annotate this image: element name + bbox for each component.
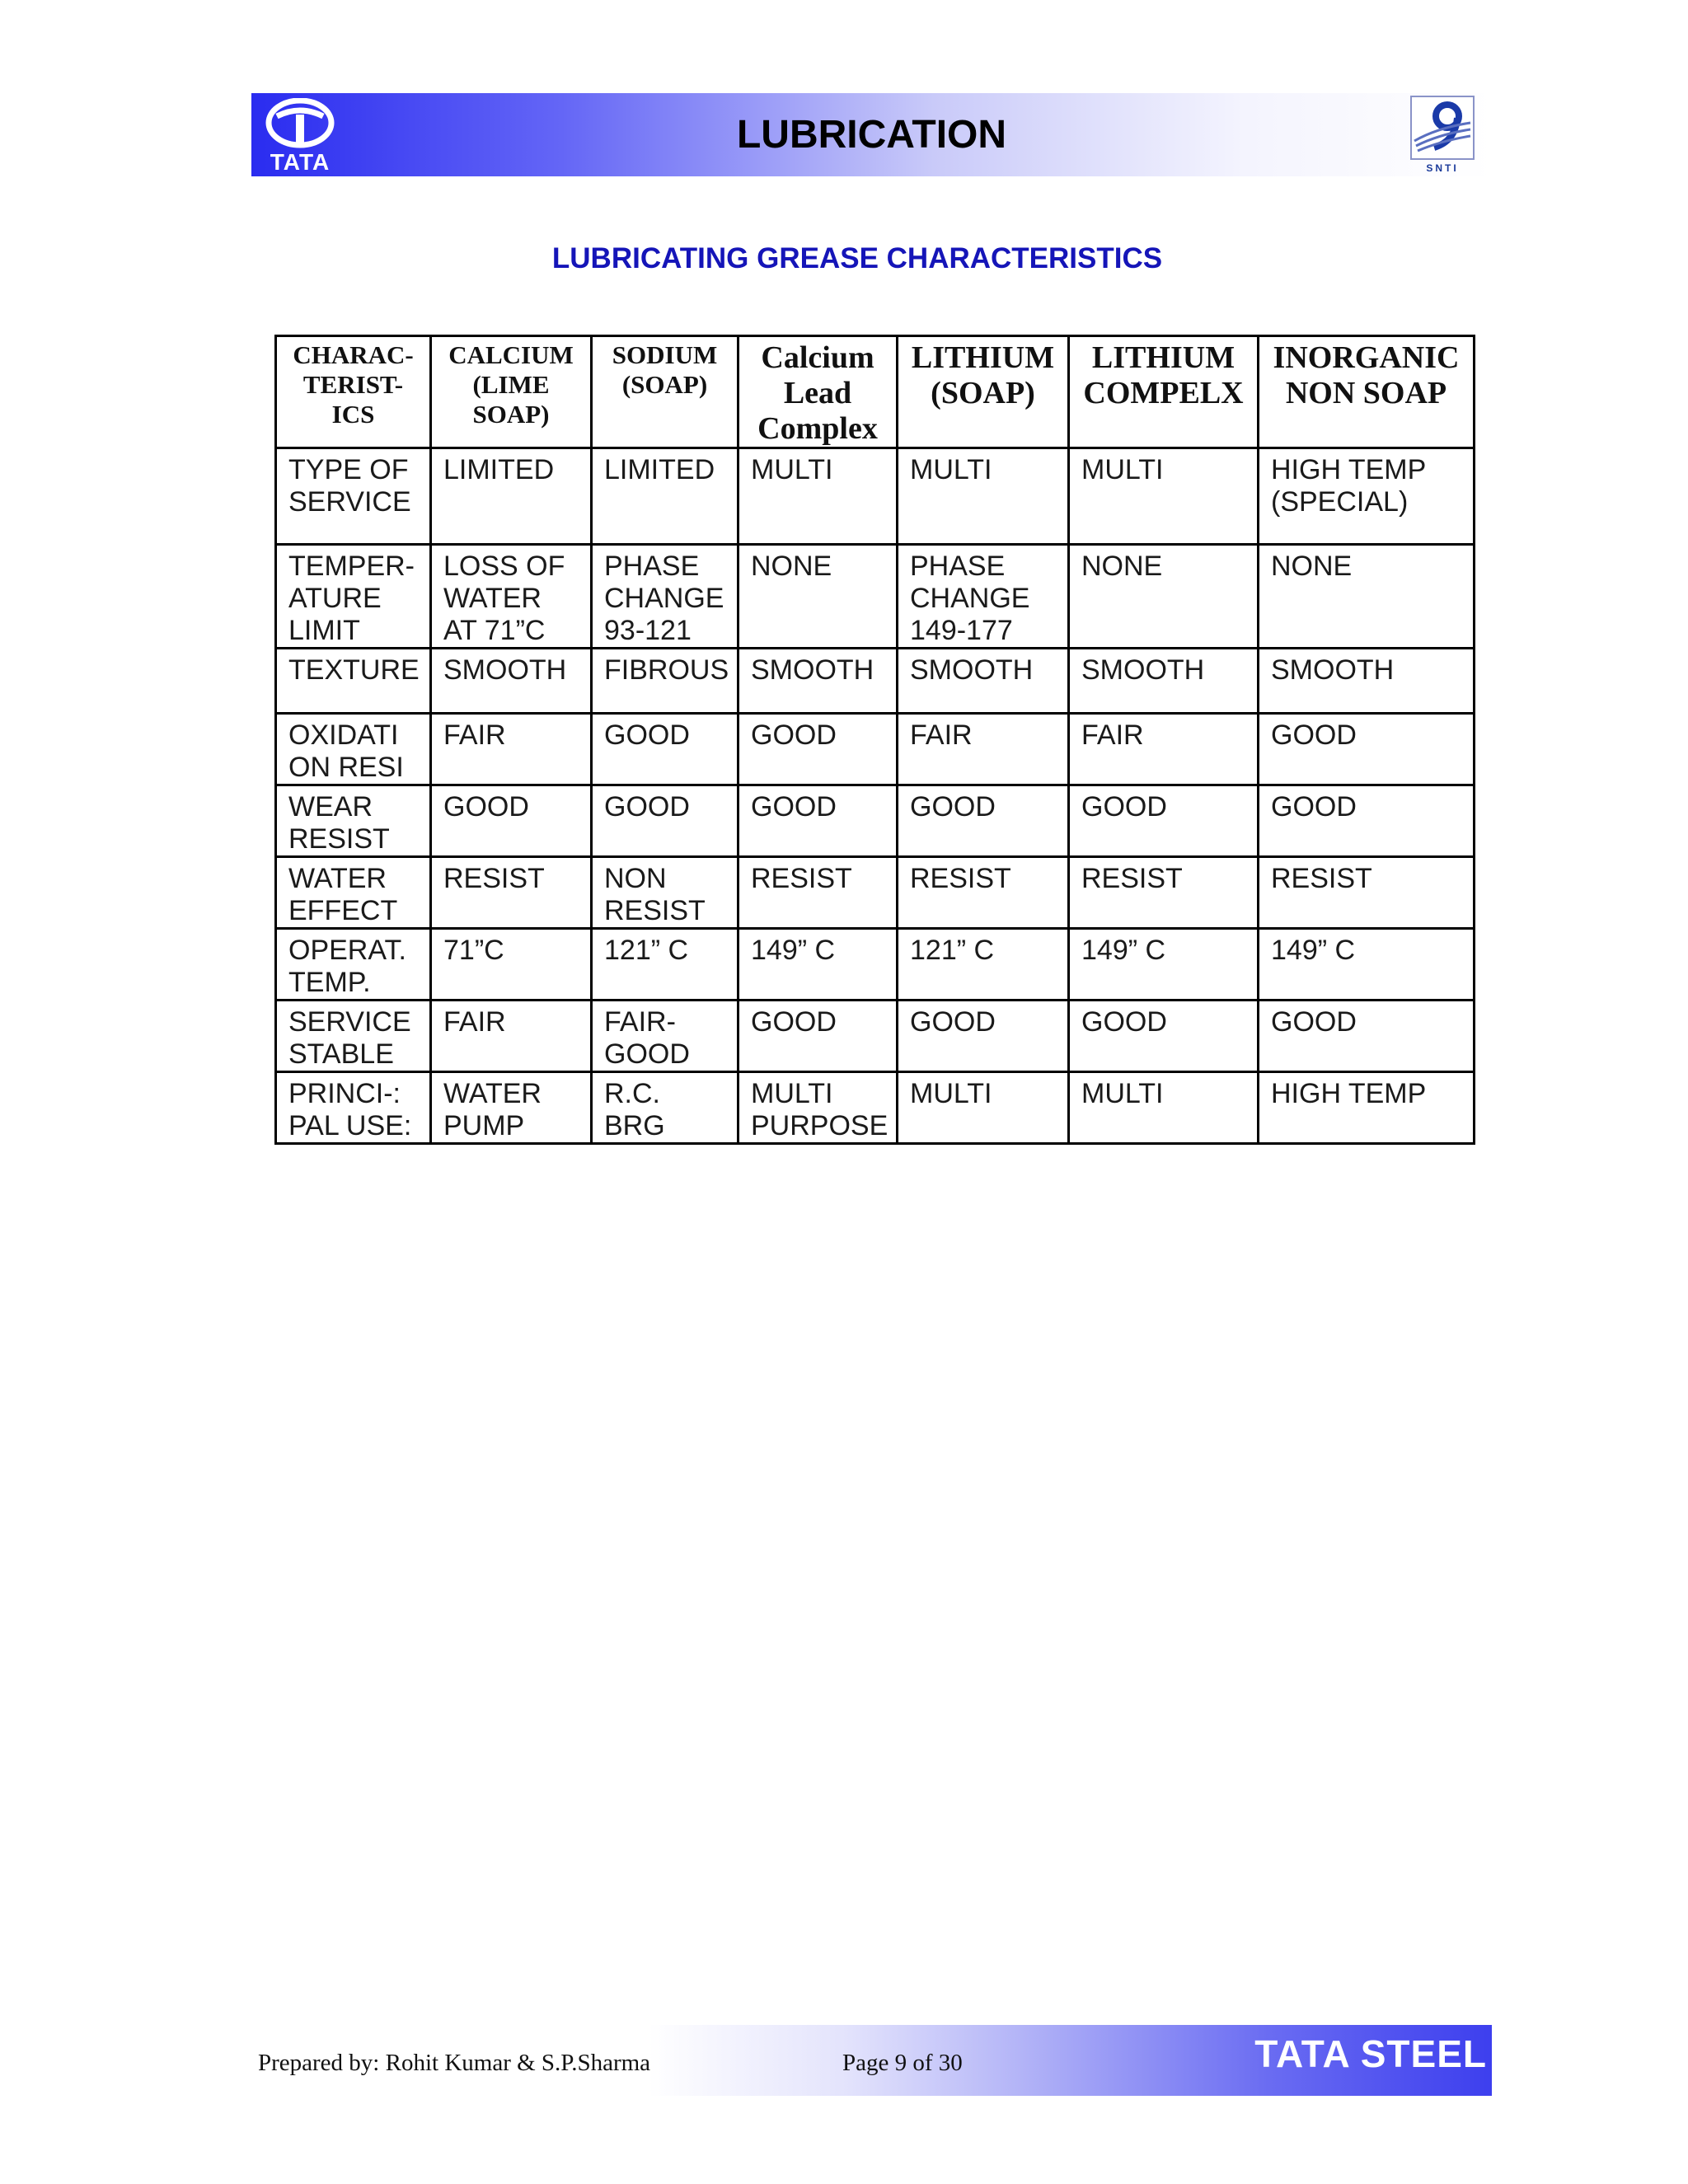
table-cell: SMOOTH	[1259, 649, 1475, 714]
table-header-row	[276, 336, 1475, 448]
table-cell: RESIST	[898, 857, 1069, 929]
table-cell: MULTI	[1069, 1072, 1259, 1144]
table-cell: 121” C	[898, 929, 1069, 1001]
footer-band	[251, 2025, 1492, 2096]
section-title: LUBRICATING GREASE CHARACTERISTICS	[551, 242, 1163, 274]
snti-logo	[1409, 95, 1475, 174]
table-cell: GOOD	[592, 785, 738, 857]
table-cell: NONE	[738, 545, 898, 649]
table-cell: PHASE CHANGE 149-177	[898, 545, 1069, 649]
table-row	[276, 545, 1475, 649]
table-cell: RESIST	[1259, 857, 1475, 929]
table-cell: FAIR	[431, 1001, 592, 1072]
table-row	[276, 448, 1475, 545]
table-cell: FIBROUS	[592, 649, 738, 714]
table-cell: NONE	[1259, 545, 1475, 649]
table-header-cell: LITHIUM (SOAP)	[898, 336, 1069, 448]
table-cell: MULTI	[1069, 448, 1259, 545]
table-row	[276, 929, 1475, 1001]
footer-page-number: Page 9 of 30	[842, 2050, 963, 2076]
table-cell: PHASE CHANGE 93-121	[592, 545, 738, 649]
table-cell: R.C. BRG	[592, 1072, 738, 1144]
table-cell: GOOD	[431, 785, 592, 857]
table-cell: GOOD	[738, 1001, 898, 1072]
table-cell: SMOOTH	[1069, 649, 1259, 714]
footer-prepared-by: Prepared by: Rohit Kumar & S.P.Sharma	[258, 2050, 651, 2076]
table-header-cell: SODIUM (SOAP)	[592, 336, 738, 448]
table-header-cell: CHARAC- TERIST- ICS	[276, 336, 431, 448]
table-cell: NONE	[1069, 545, 1259, 649]
table-cell: GOOD	[1069, 1001, 1259, 1072]
table-cell: GOOD	[738, 785, 898, 857]
table-cell: FAIR	[898, 714, 1069, 785]
tata-logo-text: TATA	[270, 149, 331, 175]
table-cell: 71”C	[431, 929, 592, 1001]
row-label-cell: OXIDATI ON RESI	[276, 714, 431, 785]
table-cell: FAIR- GOOD	[592, 1001, 738, 1072]
table-header-cell: INORGANIC NON SOAP	[1259, 336, 1475, 448]
table-cell: GOOD	[738, 714, 898, 785]
row-label-cell: OPERAT. TEMP.	[276, 929, 431, 1001]
table-cell: FAIR	[1069, 714, 1259, 785]
table-cell: FAIR	[431, 714, 592, 785]
table-cell: WATER PUMP	[431, 1072, 592, 1144]
snti-logo-text: SNTI	[1426, 162, 1459, 174]
table-cell: SMOOTH	[738, 649, 898, 714]
table-row	[276, 857, 1475, 929]
table-cell: 149” C	[738, 929, 898, 1001]
table-cell: RESIST	[431, 857, 592, 929]
table-cell: RESIST	[738, 857, 898, 929]
table-cell: MULTI	[898, 448, 1069, 545]
table-cell: GOOD	[1259, 785, 1475, 857]
page-title: LUBRICATION	[736, 113, 1007, 157]
table-cell: GOOD	[1259, 714, 1475, 785]
table-cell: MULTI PURPOSE	[738, 1072, 898, 1144]
table-cell: 149” C	[1069, 929, 1259, 1001]
grease-characteristics-table	[274, 335, 1475, 1145]
table-cell: SMOOTH	[898, 649, 1069, 714]
row-label-cell: WATER EFFECT	[276, 857, 431, 929]
row-label-cell: TYPE OF SERVICE	[276, 448, 431, 545]
table-cell: LOSS OF WATER AT 71”C	[431, 545, 592, 649]
table-cell: LIMITED	[592, 448, 738, 545]
table-header-cell: CALCIUM (LIME SOAP)	[431, 336, 592, 448]
table-cell: NON RESIST	[592, 857, 738, 929]
tata-steel-logo: TATA STEEL	[1254, 2032, 1487, 2075]
header-band	[251, 93, 1492, 176]
table-cell: GOOD	[592, 714, 738, 785]
table-row	[276, 785, 1475, 857]
table-header-cell: LITHIUM COMPELX	[1069, 336, 1259, 448]
row-label-cell: WEAR RESIST	[276, 785, 431, 857]
row-label-cell: TEXTURE	[276, 649, 431, 714]
snti-emblem-icon	[1409, 95, 1475, 161]
table-cell: GOOD	[898, 1001, 1069, 1072]
table-row	[276, 714, 1475, 785]
table-cell: HIGH TEMP	[1259, 1072, 1475, 1144]
table-cell: LIMITED	[431, 448, 592, 545]
table-cell: GOOD	[1069, 785, 1259, 857]
row-label-cell: TEMPER- ATURE LIMIT	[276, 545, 431, 649]
table-cell: MULTI	[738, 448, 898, 545]
table-cell: 121” C	[592, 929, 738, 1001]
table-row	[276, 1001, 1475, 1072]
table-row	[276, 649, 1475, 714]
table-cell: SMOOTH	[431, 649, 592, 714]
table-cell: GOOD	[1259, 1001, 1475, 1072]
row-label-cell: PRINCI-: PAL USE:	[276, 1072, 431, 1144]
row-label-cell: SERVICE STABLE	[276, 1001, 431, 1072]
table-cell: MULTI	[898, 1072, 1069, 1144]
table-cell: HIGH TEMP (SPECIAL)	[1259, 448, 1475, 545]
table-header-cell: Calcium Lead Complex	[738, 336, 898, 448]
table-cell: GOOD	[898, 785, 1069, 857]
table-cell: RESIST	[1069, 857, 1259, 929]
table-row	[276, 1072, 1475, 1144]
table-cell: 149” C	[1259, 929, 1475, 1001]
